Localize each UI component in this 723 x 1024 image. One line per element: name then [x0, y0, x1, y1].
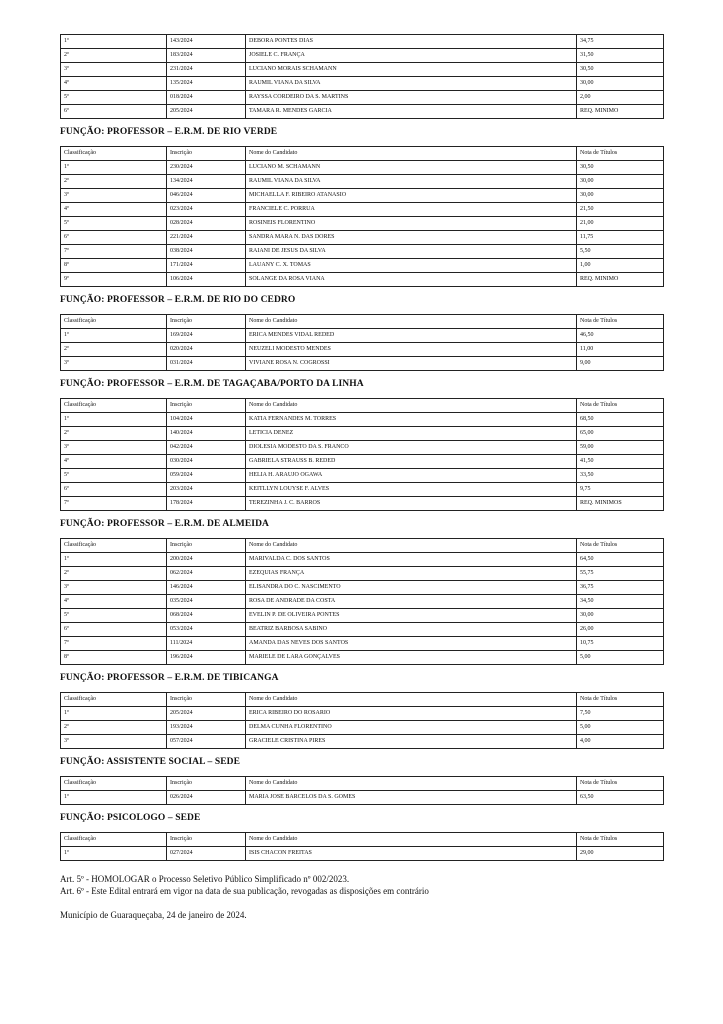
- registration-cell: 140/2024: [167, 427, 246, 441]
- registration-cell: 068/2024: [167, 609, 246, 623]
- classification-cell: 5º: [61, 217, 167, 231]
- document-footer: [60, 873, 663, 921]
- classification-cell: 7º: [61, 497, 167, 511]
- candidate-name-cell: LAUANY C. X. TOMAS: [246, 259, 577, 273]
- function-section: [60, 371, 663, 511]
- registration-cell: 169/2024: [167, 329, 246, 343]
- score-cell: 68,50: [577, 413, 664, 427]
- table-row: [61, 203, 664, 217]
- table-header-row: [61, 315, 664, 329]
- score-cell: 33,50: [577, 469, 664, 483]
- section-title: FUNÇÃO: ASSISTENTE SOCIAL – SEDE: [60, 757, 241, 767]
- table-row: [61, 791, 664, 805]
- results-table: [60, 538, 664, 665]
- registration-cell: 059/2024: [167, 469, 246, 483]
- classification-cell: 8º: [61, 259, 167, 273]
- score-cell: REQ. MINIMO: [577, 273, 664, 287]
- score-cell: 5,00: [577, 721, 664, 735]
- registration-cell: 183/2024: [167, 49, 246, 63]
- table-row: [61, 637, 664, 651]
- registration-cell: 027/2024: [167, 847, 246, 861]
- table-row: [61, 259, 664, 273]
- registration-cell: 135/2024: [167, 77, 246, 91]
- section-title: FUNÇÃO: PROFESSOR – E.R.M. DE ALMEIDA: [60, 519, 270, 529]
- registration-cell: 205/2024: [167, 707, 246, 721]
- table-row: [61, 567, 664, 581]
- column-header: Nome do Candidato: [246, 693, 577, 707]
- registration-cell: 031/2024: [167, 357, 246, 371]
- score-cell: 5,50: [577, 245, 664, 259]
- table-row: [61, 847, 664, 861]
- candidate-name-cell: MARIA JOSE BARCELOS DA S. GOMES: [246, 791, 577, 805]
- column-header: Inscrição: [167, 315, 246, 329]
- registration-cell: 200/2024: [167, 553, 246, 567]
- registration-cell: 143/2024: [167, 35, 246, 49]
- column-header: Classificação: [61, 693, 167, 707]
- registration-cell: 053/2024: [167, 623, 246, 637]
- candidate-name-cell: TEREZINHA J. C. BARROS: [246, 497, 577, 511]
- score-cell: 34,50: [577, 595, 664, 609]
- score-cell: 30,50: [577, 63, 664, 77]
- registration-cell: 104/2024: [167, 413, 246, 427]
- column-header: Classificação: [61, 777, 167, 791]
- column-header: Classificação: [61, 833, 167, 847]
- table-row: [61, 273, 664, 287]
- candidate-name-cell: VIVIANE ROSA N. COGROSSI: [246, 357, 577, 371]
- registration-cell: 205/2024: [167, 105, 246, 119]
- score-cell: 5,00: [577, 651, 664, 665]
- candidate-name-cell: GRACIELE CRISTINA PIRES: [246, 735, 577, 749]
- column-header: Classificação: [61, 399, 167, 413]
- candidate-name-cell: ROSINEIS FLORENTINO: [246, 217, 577, 231]
- candidate-name-cell: LETICIA DENEZ: [246, 427, 577, 441]
- score-cell: 9,00: [577, 357, 664, 371]
- candidate-name-cell: DIOLESIA MODESTO DA S. FRANCO: [246, 441, 577, 455]
- classification-cell: 1º: [61, 553, 167, 567]
- results-table-continued: [60, 34, 663, 119]
- registration-cell: 026/2024: [167, 791, 246, 805]
- score-cell: 7,50: [577, 707, 664, 721]
- results-table: [60, 146, 664, 287]
- table-row: [61, 595, 664, 609]
- column-header: Inscrição: [167, 693, 246, 707]
- score-cell: 46,50: [577, 329, 664, 343]
- score-cell: 36,75: [577, 581, 664, 595]
- function-section: [60, 749, 663, 805]
- table-row: [61, 63, 664, 77]
- candidate-name-cell: RAUMIL VIANA DA SILVA: [246, 77, 577, 91]
- article-6-text: Art. 6º - Este Edital entrará em vigor na data de sua publicação, revogadas as disposições em contrário: [60, 886, 429, 896]
- section-title: FUNÇÃO: PROFESSOR – E.R.M. DE RIO DO CEDRO: [60, 295, 296, 305]
- candidate-name-cell: KATIA FERNANDES M. TORRES: [246, 413, 577, 427]
- classification-cell: 4º: [61, 455, 167, 469]
- table-row: [61, 245, 664, 259]
- table-row: [61, 735, 664, 749]
- table-row: [61, 175, 664, 189]
- score-cell: 1,00: [577, 259, 664, 273]
- table-header-row: [61, 693, 664, 707]
- classification-cell: 1º: [61, 413, 167, 427]
- score-cell: 30,00: [577, 77, 664, 91]
- table-row: [61, 357, 664, 371]
- candidate-name-cell: ERICA RIBEIRO DO ROSARIO: [246, 707, 577, 721]
- function-section: [60, 805, 663, 861]
- column-header: Nota de Títulos: [577, 833, 664, 847]
- classification-cell: 1º: [61, 847, 167, 861]
- table-row: [61, 581, 664, 595]
- registration-cell: 178/2024: [167, 497, 246, 511]
- table-header-row: [61, 833, 664, 847]
- column-header: Nota de Títulos: [577, 147, 664, 161]
- column-header: Nota de Títulos: [577, 399, 664, 413]
- table-row: [61, 707, 664, 721]
- registration-cell: 221/2024: [167, 231, 246, 245]
- candidate-name-cell: DELMA CUNHA FLORENTINO: [246, 721, 577, 735]
- table-header-row: [61, 147, 664, 161]
- table-row: [61, 343, 664, 357]
- column-header: Nota de Títulos: [577, 539, 664, 553]
- score-cell: 21,00: [577, 217, 664, 231]
- candidate-name-cell: ELISANDRA DO C. NASCIMENTO: [246, 581, 577, 595]
- table-row: [61, 483, 664, 497]
- registration-cell: 146/2024: [167, 581, 246, 595]
- results-table: [60, 314, 664, 371]
- score-cell: 34,75: [577, 35, 664, 49]
- registration-cell: 062/2024: [167, 567, 246, 581]
- candidate-name-cell: JOSIELE C. FRANÇA: [246, 49, 577, 63]
- table-row: [61, 231, 664, 245]
- classification-cell: 1º: [61, 35, 167, 49]
- registration-cell: 231/2024: [167, 63, 246, 77]
- classification-cell: 1º: [61, 161, 167, 175]
- score-cell: 26,00: [577, 623, 664, 637]
- table-row: [61, 427, 664, 441]
- function-section: [60, 119, 663, 287]
- candidate-name-cell: FRANCIELE C. PORRUA: [246, 203, 577, 217]
- classification-cell: 1º: [61, 329, 167, 343]
- candidate-name-cell: MICHAELLA F. RIBEIRO ATANASIO: [246, 189, 577, 203]
- registration-cell: 035/2024: [167, 595, 246, 609]
- score-cell: 30,00: [577, 189, 664, 203]
- classification-cell: 3º: [61, 441, 167, 455]
- registration-cell: 196/2024: [167, 651, 246, 665]
- score-cell: 41,50: [577, 455, 664, 469]
- column-header: Classificação: [61, 147, 167, 161]
- column-header: Nome do Candidato: [246, 777, 577, 791]
- registration-cell: 030/2024: [167, 455, 246, 469]
- column-header: Nome do Candidato: [246, 539, 577, 553]
- results-table: [60, 776, 664, 805]
- classification-cell: 6º: [61, 623, 167, 637]
- table-row: [61, 35, 664, 49]
- candidate-name-cell: KEITLLYN LOUYSE F. ALVES: [246, 483, 577, 497]
- candidate-name-cell: EVELIN P. DE OLIVEIRA PONTES: [246, 609, 577, 623]
- registration-cell: 230/2024: [167, 161, 246, 175]
- candidate-name-cell: ERICA MENDES VIDAL REDED: [246, 329, 577, 343]
- score-cell: 2,00: [577, 91, 664, 105]
- column-header: Inscrição: [167, 147, 246, 161]
- table-row: [61, 553, 664, 567]
- candidate-name-cell: LUCIANO MORAIS SCHAMANN: [246, 63, 577, 77]
- section-title: FUNÇÃO: PROFESSOR – E.R.M. DE TIBICANGA: [60, 673, 279, 683]
- table-row: [61, 441, 664, 455]
- column-header: Nome do Candidato: [246, 315, 577, 329]
- score-cell: 10,75: [577, 637, 664, 651]
- score-cell: 63,50: [577, 791, 664, 805]
- candidate-name-cell: SANDRA MARA N. DAS DORES: [246, 231, 577, 245]
- classification-cell: 3º: [61, 63, 167, 77]
- registration-cell: 038/2024: [167, 245, 246, 259]
- classification-cell: 3º: [61, 581, 167, 595]
- table-row: [61, 623, 664, 637]
- score-cell: 31,50: [577, 49, 664, 63]
- candidate-name-cell: EZEQUIAS FRANÇA: [246, 567, 577, 581]
- function-section: [60, 665, 663, 749]
- column-header: Nota de Títulos: [577, 693, 664, 707]
- score-cell: 30,50: [577, 161, 664, 175]
- column-header: Inscrição: [167, 777, 246, 791]
- classification-cell: 1º: [61, 791, 167, 805]
- classification-cell: 1º: [61, 707, 167, 721]
- classification-cell: 9º: [61, 273, 167, 287]
- classification-cell: 6º: [61, 483, 167, 497]
- table-row: [61, 609, 664, 623]
- score-cell: 65,00: [577, 427, 664, 441]
- score-cell: 21,50: [577, 203, 664, 217]
- registration-cell: 193/2024: [167, 721, 246, 735]
- column-header: Nome do Candidato: [246, 147, 577, 161]
- function-section: [60, 287, 663, 371]
- table-row: [61, 413, 664, 427]
- column-header: Nota de Títulos: [577, 315, 664, 329]
- table-header-row: [61, 539, 664, 553]
- registration-cell: 203/2024: [167, 483, 246, 497]
- results-table: [60, 832, 664, 861]
- score-cell: 9,75: [577, 483, 664, 497]
- candidate-name-cell: AMANDA DAS NEVES DOS SANTOS: [246, 637, 577, 651]
- table-row: [61, 651, 664, 665]
- classification-cell: 2º: [61, 427, 167, 441]
- classification-cell: 5º: [61, 609, 167, 623]
- place-and-date: Município de Guaraqueçaba, 24 de janeiro de 2024.: [60, 910, 247, 920]
- classification-cell: 7º: [61, 637, 167, 651]
- candidate-name-cell: LUCIANO M. SCHAMANN: [246, 161, 577, 175]
- classification-cell: 7º: [61, 245, 167, 259]
- table-row: [61, 721, 664, 735]
- candidate-name-cell: DEBORA PONTES DIAS: [246, 35, 577, 49]
- column-header: Inscrição: [167, 833, 246, 847]
- classification-cell: 2º: [61, 721, 167, 735]
- table-row: [61, 161, 664, 175]
- results-table: [60, 398, 664, 511]
- score-cell: 30,00: [577, 609, 664, 623]
- function-section: [60, 511, 663, 665]
- registration-cell: 171/2024: [167, 259, 246, 273]
- table-row: [61, 91, 664, 105]
- registration-cell: 020/2024: [167, 343, 246, 357]
- section-title: FUNÇÃO: PSICOLOGO – SEDE: [60, 813, 201, 823]
- candidate-name-cell: ROSA DE ANDRADE DA COSTA: [246, 595, 577, 609]
- registration-cell: 046/2024: [167, 189, 246, 203]
- registration-cell: 028/2024: [167, 217, 246, 231]
- table-row: [61, 189, 664, 203]
- article-5-text: Art. 5º - HOMOLOGAR o Processo Seletivo Público Simplificado nº 002/2023.: [60, 874, 350, 884]
- candidate-name-cell: RAUMIL VIANA DA SILVA: [246, 175, 577, 189]
- column-header: Nome do Candidato: [246, 399, 577, 413]
- table-header-row: [61, 399, 664, 413]
- column-header: Nome do Candidato: [246, 833, 577, 847]
- classification-cell: 6º: [61, 105, 167, 119]
- score-cell: 11,00: [577, 343, 664, 357]
- classification-cell: 2º: [61, 49, 167, 63]
- classification-cell: 6º: [61, 231, 167, 245]
- table-row: [61, 105, 664, 119]
- table-row: [61, 455, 664, 469]
- score-cell: 30,00: [577, 175, 664, 189]
- table-row: [61, 77, 664, 91]
- classification-cell: 4º: [61, 77, 167, 91]
- classification-cell: 4º: [61, 595, 167, 609]
- candidate-name-cell: NEUZELI MODESTO MENDES: [246, 343, 577, 357]
- document-page: [60, 34, 663, 921]
- table-row: [61, 49, 664, 63]
- section-title: FUNÇÃO: PROFESSOR – E.R.M. DE TAGAÇABA/PORTO DA LINHA: [60, 379, 364, 389]
- classification-cell: 3º: [61, 189, 167, 203]
- candidate-name-cell: GABRIELA STRAUSS B. REDED: [246, 455, 577, 469]
- candidate-name-cell: BEATRIZ BARBOSA SABINO: [246, 623, 577, 637]
- column-header: Inscrição: [167, 399, 246, 413]
- classification-cell: 5º: [61, 469, 167, 483]
- classification-cell: 3º: [61, 357, 167, 371]
- registration-cell: 023/2024: [167, 203, 246, 217]
- score-cell: 64,50: [577, 553, 664, 567]
- registration-cell: 106/2024: [167, 273, 246, 287]
- section-title: FUNÇÃO: PROFESSOR – E.R.M. DE RIO VERDE: [60, 127, 278, 137]
- score-cell: 11,75: [577, 231, 664, 245]
- registration-cell: 042/2024: [167, 441, 246, 455]
- registration-cell: 134/2024: [167, 175, 246, 189]
- registration-cell: 111/2024: [167, 637, 246, 651]
- column-header: Classificação: [61, 539, 167, 553]
- sections-container: [60, 119, 663, 861]
- column-header: Nota de Títulos: [577, 777, 664, 791]
- classification-cell: 5º: [61, 91, 167, 105]
- registration-cell: 018/2024: [167, 91, 246, 105]
- candidate-name-cell: SOLANGE DA ROSA VIANA: [246, 273, 577, 287]
- column-header: Classificação: [61, 315, 167, 329]
- classification-cell: 3º: [61, 735, 167, 749]
- results-table: [60, 34, 664, 119]
- candidate-name-cell: MARIVALDA C. DOS SANTOS: [246, 553, 577, 567]
- results-table: [60, 692, 664, 749]
- table-row: [61, 497, 664, 511]
- score-cell: REQ. MINIMO: [577, 105, 664, 119]
- candidate-name-cell: RAIANI DE JESUS DA SILVA: [246, 245, 577, 259]
- score-cell: 59,00: [577, 441, 664, 455]
- candidate-name-cell: RAYSSA CORDEIRO DA S. MARTINS: [246, 91, 577, 105]
- classification-cell: 2º: [61, 343, 167, 357]
- table-row: [61, 329, 664, 343]
- classification-cell: 8º: [61, 651, 167, 665]
- score-cell: 29,00: [577, 847, 664, 861]
- score-cell: 4,00: [577, 735, 664, 749]
- candidate-name-cell: MARIELE DE LARA GONÇALVES: [246, 651, 577, 665]
- classification-cell: 4º: [61, 203, 167, 217]
- column-header: Inscrição: [167, 539, 246, 553]
- table-row: [61, 217, 664, 231]
- classification-cell: 2º: [61, 175, 167, 189]
- table-header-row: [61, 777, 664, 791]
- table-row: [61, 469, 664, 483]
- registration-cell: 057/2024: [167, 735, 246, 749]
- candidate-name-cell: ISIS CHACON FREITAS: [246, 847, 577, 861]
- candidate-name-cell: TAMARA R. MENDES GARCIA: [246, 105, 577, 119]
- classification-cell: 2º: [61, 567, 167, 581]
- candidate-name-cell: HELIA H. ARAUJO OGAWA: [246, 469, 577, 483]
- score-cell: REQ. MINIMOS: [577, 497, 664, 511]
- score-cell: 55,75: [577, 567, 664, 581]
